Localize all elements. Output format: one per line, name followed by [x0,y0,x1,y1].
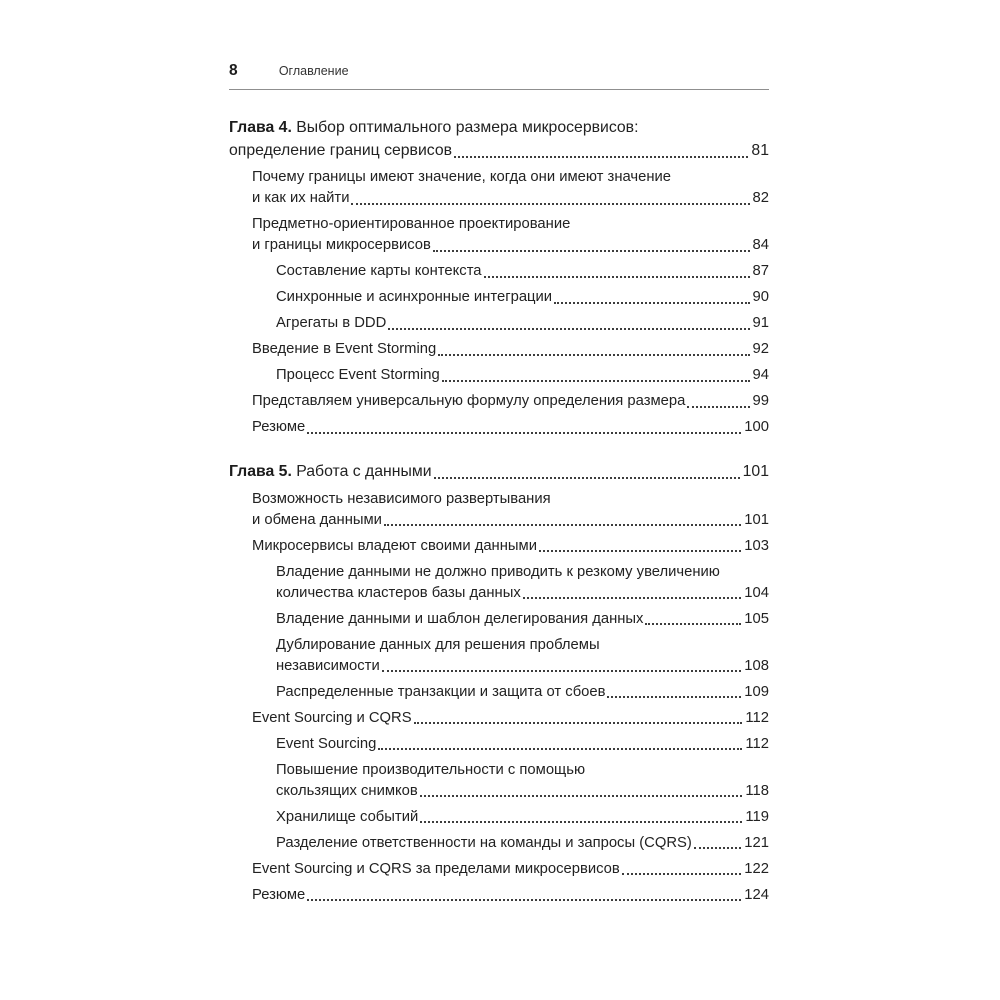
dot-leader [384,510,741,527]
page-number: 101 [744,511,769,528]
toc-entry [229,833,769,854]
toc-line [252,188,769,209]
toc-line [252,885,769,906]
toc-entry [229,536,769,557]
toc-line [252,489,769,510]
toc-text: Возможность независимого развертывания [252,490,551,507]
toc-text: и как их найти [252,190,350,206]
dot-leader [414,708,743,725]
page-number: 94 [752,367,769,383]
toc-line [276,261,769,282]
running-head [229,62,769,90]
toc-text: Резюме [252,419,306,435]
toc-line [276,781,769,802]
toc-entry [229,417,769,438]
toc-line [276,365,769,386]
dot-leader [388,313,749,330]
toc-text: и границы микросервисов [252,237,431,253]
page-number: 109 [744,683,769,700]
page-number: 90 [752,289,769,305]
toc-entry [229,562,769,604]
toc-entry [229,313,769,334]
page-number: 99 [752,393,769,409]
dot-leader [607,682,741,699]
toc-line [252,167,769,188]
page-number: 121 [744,834,769,851]
page-number: 104 [744,584,769,601]
toc-text: Введение в Event Storming [252,341,437,357]
toc-entry [229,859,769,880]
dot-leader [307,417,741,434]
dot-leader [539,536,741,553]
toc-chapter [229,461,769,484]
page-number: 112 [745,709,769,726]
toc-line [276,656,769,677]
page-number: 105 [744,610,769,627]
page-number: 91 [752,315,769,331]
page-content [229,62,769,911]
page-number: 122 [744,860,769,877]
toc-entry [229,682,769,703]
toc-text: Глава 5. Работа с данными [229,463,432,480]
toc-entry [229,734,769,755]
page-number: 81 [751,141,769,159]
toc-entry [229,708,769,729]
dot-leader [523,583,742,600]
toc-line [276,760,769,781]
toc-text: Микросервисы владеют своими данными [252,537,537,554]
dot-leader [442,365,750,382]
dot-leader [484,261,750,278]
header-page-number: 8 [229,62,238,79]
toc-line [252,235,769,256]
page-number: 82 [752,190,769,206]
toc-text: Повышение производительности с помощью [276,761,586,778]
toc-text: Event Sourcing и CQRS [252,709,412,726]
dot-leader [420,807,742,824]
toc-line [229,461,769,484]
toc-text: Почему границы имеют значение, когда они имеют значение [252,169,672,185]
toc-line [252,339,769,360]
toc-entry [229,261,769,282]
toc-line [276,635,769,656]
toc-entry [229,365,769,386]
toc-line [252,214,769,235]
toc-entry [229,807,769,828]
toc-chapter [229,117,769,162]
toc-text: Синхронные и асинхронные интеграции [276,289,553,305]
toc-line [229,117,769,140]
toc-line [276,807,769,828]
header-title: Оглавление [278,64,349,78]
toc-line [276,313,769,334]
page-number: 84 [752,237,769,253]
dot-leader [454,140,748,158]
toc-entry [229,391,769,412]
dot-leader [434,461,740,479]
toc-line [276,833,769,854]
toc-entry [229,489,769,531]
page-number: 124 [744,886,769,903]
dot-leader [382,656,742,673]
toc-text: количества кластеров базы данных [276,584,521,601]
chapter-label: Глава 5. [229,463,297,480]
toc-list [229,117,769,906]
dot-leader [378,734,742,751]
toc-text: Глава 4. Выбор оптимального размера микросервисов: [229,119,639,136]
chapter-label: Глава 4. [229,119,297,136]
dot-leader [420,781,743,798]
page-number: 118 [745,782,769,799]
toc-text: Event Sourcing и CQRS за пределами микросервисов [252,860,620,877]
page-number: 101 [742,463,769,480]
page-number: 87 [752,263,769,279]
dot-leader [438,339,749,356]
toc-line [276,287,769,308]
dot-leader [433,235,750,252]
toc-text: Представляем универсальную формулу определения размера [252,393,686,409]
dot-leader [687,391,749,408]
page-number: 103 [744,537,769,554]
toc-text: Агрегаты в DDD [276,315,387,331]
page-number: 92 [752,341,769,357]
toc-entry [229,760,769,802]
toc-entry [229,609,769,630]
toc-text: Event Sourcing [276,735,377,752]
toc-text: Дублирование данных для решения проблемы [276,636,600,653]
toc-text: Владение данными не должно приводить к резкому увеличению [276,563,720,580]
toc-entry [229,214,769,256]
toc-text: независимости [276,657,380,674]
toc-line [229,140,769,163]
toc-line [276,609,769,630]
toc-line [252,391,769,412]
page-number: 100 [744,419,769,435]
page-number: 119 [745,808,769,825]
dot-leader [645,609,741,626]
toc-line [252,708,769,729]
toc-text: и обмена данными [252,511,382,528]
toc-entry [229,339,769,360]
dot-leader [622,859,742,876]
dot-leader [307,885,741,902]
toc-text: Владение данными и шаблон делегирования данных [276,610,644,627]
toc-text: скользящих снимков [276,782,418,799]
toc-text: Хранилище событий [276,808,419,825]
toc-entry [229,635,769,677]
page-number: 108 [744,657,769,674]
toc-line [276,583,769,604]
toc-text: Предметно-ориентированное проектирование [252,216,571,232]
toc-line [276,562,769,583]
toc-entry [229,287,769,308]
toc-text: Составление карты контекста [276,263,482,279]
dot-leader [554,287,749,304]
toc-text: определение границ сервисов [229,141,453,159]
toc-text: Процесс Event Storming [276,367,440,383]
toc-text: Резюме [252,886,306,903]
toc-line [252,859,769,880]
page-number: 112 [745,735,769,752]
toc-entry [229,167,769,209]
toc-line [276,682,769,703]
toc-line [252,417,769,438]
dot-leader [694,833,741,850]
toc-line [252,536,769,557]
toc-text: Распределенные транзакции и защита от сбоев [276,683,606,700]
toc-entry [229,885,769,906]
toc-text: Разделение ответственности на команды и запросы (CQRS) [276,834,692,851]
dot-leader [351,188,749,205]
toc-line [276,734,769,755]
toc-line [252,510,769,531]
